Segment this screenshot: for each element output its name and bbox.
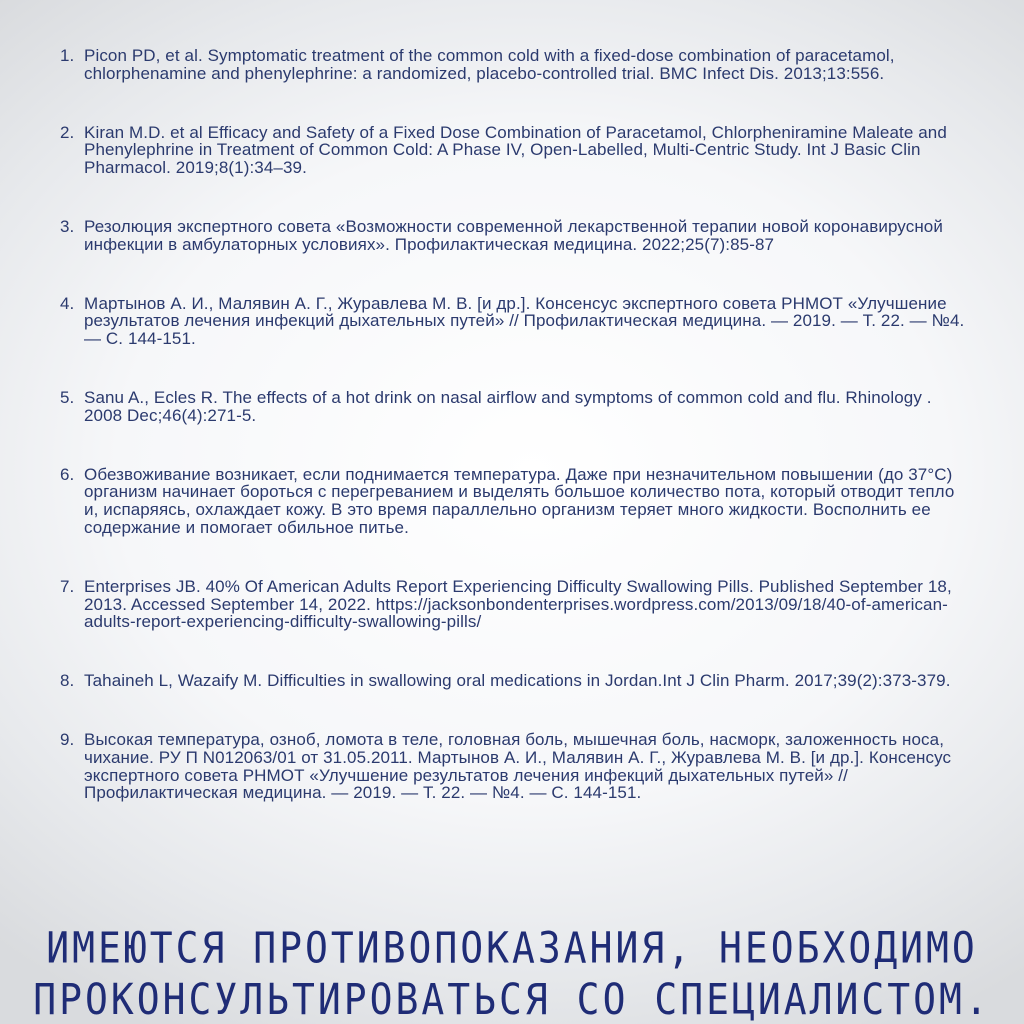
reference-item	[60, 124, 965, 177]
reference-number: 8.	[60, 671, 75, 691]
reference-text: Kiran M.D. et al Efficacy and Safety of a Fixed Dose Combination of Paracetamol, Chlorpheniramine Maleate and Phenylephrine in Treatment of Common Cold: A Phase IV, Open-Labelled, Multi-Centric Study. Int J Basic Clin Pharmacol. 2019;8(1):34–39.	[84, 122, 947, 178]
reference-item	[60, 389, 965, 425]
reference-text: Резолюция экспертного совета «Возможности современной лекарственной терапии новой коронавирусной инфекции в амбулаторных условиях». Профилактическая медицина. 2022;25(7):85-87	[84, 216, 943, 254]
warning-line-1: ИМЕЮТСЯ ПРОТИВОПОКАЗАНИЯ, НЕОБХОДИМО	[46, 923, 978, 973]
reference-item	[60, 218, 965, 254]
reference-text: Высокая температура, озноб, ломота в теле, головная боль, мышечная боль, насморк, заложенность носа, чихание. РУ П N012063/01 от 31.05.2011. Мартынов А. И., Малявин А. Г., Журавлева М. В. [и др.]. Консенсус экспертного совета РНМОТ «Улучшение результатов лечения инфекций дыхательных путей» // Профилактическая медицина. — 2019. — Т. 22. — №4. — С. 144-151.	[84, 729, 952, 803]
reference-item	[60, 578, 965, 631]
contraindications-warning	[0, 922, 1024, 1024]
reference-item	[60, 47, 965, 83]
reference-text: Sanu A., Ecles R. The effects of a hot drink on nasal airflow and symptoms of common cold and flu. Rhinology . 2008 Dec;46(4):271-5.	[84, 387, 932, 425]
reference-item	[60, 731, 965, 802]
reference-item	[60, 295, 965, 348]
reference-number: 9.	[60, 729, 75, 749]
reference-text: Tahaineh L, Wazaify M. Difficulties in swallowing oral medications in Jordan.Int J Clin Pharm. 2017;39(2):373-379.	[84, 671, 951, 691]
reference-item	[60, 466, 965, 537]
reference-text: Мартынов А. И., Малявин А. Г., Журавлева М. В. [и др.]. Консенсус экспертного совета РНМОТ «Улучшение результатов лечения инфекций дыхательных путей» // Профилактическая медицина. — 2019. — Т. 22. — №4. — С. 144-151.	[84, 293, 965, 349]
reference-number: 4.	[60, 293, 75, 313]
reference-number: 2.	[60, 122, 75, 142]
warning-line-2: ПРОКОНСУЛЬТИРОВАТЬСЯ СО СПЕЦИАЛИСТОМ.	[33, 974, 991, 1024]
reference-item	[60, 672, 965, 690]
reference-text: Picon PD, et al. Symptomatic treatment of the common cold with a fixed-dose combination of paracetamol, chlorphenamine and phenylephrine: a randomized, placebo-controlled trial. BMC Infect Dis. 2013;13:556.	[84, 46, 895, 83]
reference-number: 3.	[60, 216, 75, 236]
reference-text: Enterprises JB. 40% Of American Adults Report Experiencing Difficulty Swallowing Pills. Published September 18, 2013. Accessed September 14, 2022. https://jacksonbondenterprises.wordpress.com/2013/09/18/40-of-american-adults-report-experiencing-difficulty-swallowing-pills/	[84, 576, 952, 632]
reference-number: 5.	[60, 387, 75, 407]
reference-number: 6.	[60, 464, 75, 484]
reference-number: 1.	[60, 46, 75, 65]
reference-list	[60, 47, 965, 802]
reference-text: Обезвоживание возникает, если поднимается температура. Даже при незначительном повышении (до 37°С) организм начинает бороться с перегреванием и выделять большое количество пота, который отводит тепло и, испаряясь, охлаждает кожу. В это время параллельно организм теряет много жидкости. Восполнить ее содержание и помогает обильное питье.	[84, 464, 955, 537]
reference-number: 7.	[60, 576, 75, 596]
